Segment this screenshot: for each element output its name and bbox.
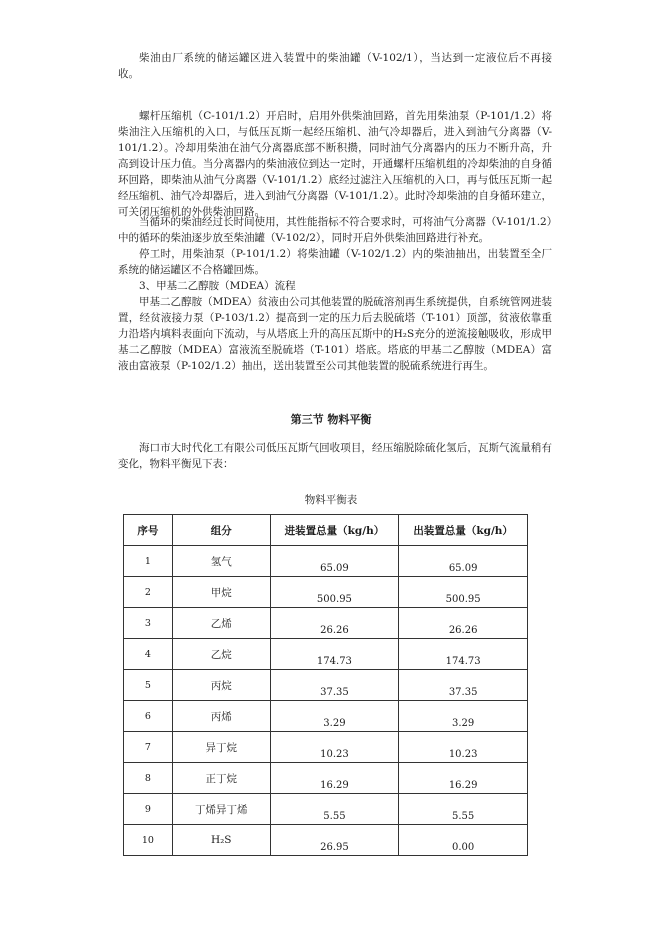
row-index: 8 [124, 763, 173, 794]
section-title: 第三节 物料平衡 [290, 413, 372, 426]
table-row [124, 608, 528, 639]
header-component: 组分 [172, 515, 270, 546]
row-inflow: 37.35 [270, 670, 399, 701]
paragraph-mdea [118, 294, 552, 374]
material-balance-table [123, 514, 528, 856]
row-outflow: 37.35 [399, 670, 528, 701]
row-index: 5 [124, 670, 173, 701]
row-index: 2 [124, 577, 173, 608]
heading-mdea-flow: 3、甲基二乙醇胺（MDEA）流程 [139, 280, 296, 292]
row-inflow: 10.23 [270, 732, 399, 763]
paragraph-diesel-intake: 柴油由厂系统的储运罐区进入装置中的柴油罐（V-102/1），当达到一定液位后不再接收。 [118, 52, 552, 80]
table-row [124, 546, 528, 577]
header-outflow: 出装置总量（kg/h） [399, 515, 528, 546]
row-outflow: 10.23 [399, 732, 528, 763]
row-inflow: 26.95 [270, 825, 399, 856]
row-index: 7 [124, 732, 173, 763]
header-index: 序号 [124, 515, 173, 546]
row-component: 丙烯 [172, 701, 270, 732]
header-inflow: 进装置总量（kg/h） [270, 515, 399, 546]
row-outflow: 16.29 [399, 763, 528, 794]
row-inflow: 174.73 [270, 639, 399, 670]
row-component: 异丁烷 [172, 732, 270, 763]
row-outflow: 65.09 [399, 546, 528, 577]
row-inflow: 65.09 [270, 546, 399, 577]
row-outflow: 26.26 [399, 608, 528, 639]
row-outflow: 3.29 [399, 701, 528, 732]
table-header-row [124, 515, 528, 546]
paragraph-diesel-replacement: 当循环的柴油经过长时间使用，其性能指标不符合要求时，可将油气分离器（V-101/1.2）中的循环的柴油逐步放至柴油罐（V-102/2），同时开启外供柴油回路进行补充。 [118, 216, 552, 244]
row-component: 乙烯 [172, 608, 270, 639]
table-row [124, 794, 528, 825]
table-row [124, 639, 528, 670]
row-inflow: 26.26 [270, 608, 399, 639]
row-index: 9 [124, 794, 173, 825]
table-row [124, 763, 528, 794]
table-row [124, 825, 528, 856]
row-inflow: 3.29 [270, 701, 399, 732]
row-inflow: 5.55 [270, 794, 399, 825]
row-outflow: 500.95 [399, 577, 528, 608]
intro-paragraph: 海口市大时代化工有限公司低压瓦斯气回收项目，经压缩脱除硫化氢后，瓦斯气流量稍有变化，物料平衡见下表： [118, 442, 552, 470]
row-component: 氢气 [172, 546, 270, 577]
mdea-text-part: 甲基二乙醇胺（MDEA）贫液由公司其他装置的脱硫溶剂再生系统提供，自系统管网进装置，经贫液接力泵（P-103/1.2）提高到一定的压力后去脱硫塔（T-101）顶部，贫液依靠重力沿塔内填料表面向下流动，与从塔底上升的高压瓦斯中的H₂S充分的逆流接触吸收，形成甲基二乙醇胺（MDEA）富液流至脱硫塔（T-101）塔底。塔底的甲基二乙醇胺（MDEA）富液由富液泵（P-102/1.2）抽出，送出装置至公司其他装置的脱硫系统进行再生。 [118, 296, 552, 372]
paragraph-shutdown: 停工时，用柴油泵（P-101/1.2）将柴油罐（V-102/1.2）内的柴油抽出，出装置至全厂系统的储运罐区不合格罐回炼。 [118, 248, 552, 276]
row-component: 丙烷 [172, 670, 270, 701]
paragraph-screw-compressor: 螺杆压缩机（C-101/1.2）开启时，启用外供柴油回路，首先用柴油泵（P-101/1.2）将柴油注入压缩机的入口，与低压瓦斯一起经压缩机、油气冷却器后，进入到油气分离器（V-101/1.2）。冷却用柴油在油气分离器底部不断积攒，同时油气分离器内的压力不断升高，升高到设计压力值。当分离器内的柴油液位到达一定时，开通螺杆压缩机组的冷却柴油的自身循环回路，即柴油从油气分离器（V-101/1.2）底经过滤注入压缩机的入口，再与低压瓦斯一起经压缩机、油气冷却器后，进入到油气分离器（V-101/1.2）。此时冷却柴油的自身循环建立，可关闭压缩机的外供柴油回路。 [118, 110, 552, 218]
row-index: 4 [124, 639, 173, 670]
row-component: 乙烷 [172, 639, 270, 670]
row-index: 3 [124, 608, 173, 639]
row-component: 甲烷 [172, 577, 270, 608]
row-outflow: 0.00 [399, 825, 528, 856]
table-row [124, 670, 528, 701]
row-inflow: 16.29 [270, 763, 399, 794]
row-component: 丁烯异丁烯 [172, 794, 270, 825]
row-index: 6 [124, 701, 173, 732]
row-component: H₂S [172, 825, 270, 856]
table-row [124, 577, 528, 608]
table-caption: 物料平衡表 [304, 494, 358, 506]
row-outflow: 5.55 [399, 794, 528, 825]
row-component: 正丁烷 [172, 763, 270, 794]
row-inflow: 500.95 [270, 577, 399, 608]
row-index: 10 [124, 825, 173, 856]
table-row [124, 701, 528, 732]
row-outflow: 174.73 [399, 639, 528, 670]
row-index: 1 [124, 546, 173, 577]
table-row [124, 732, 528, 763]
